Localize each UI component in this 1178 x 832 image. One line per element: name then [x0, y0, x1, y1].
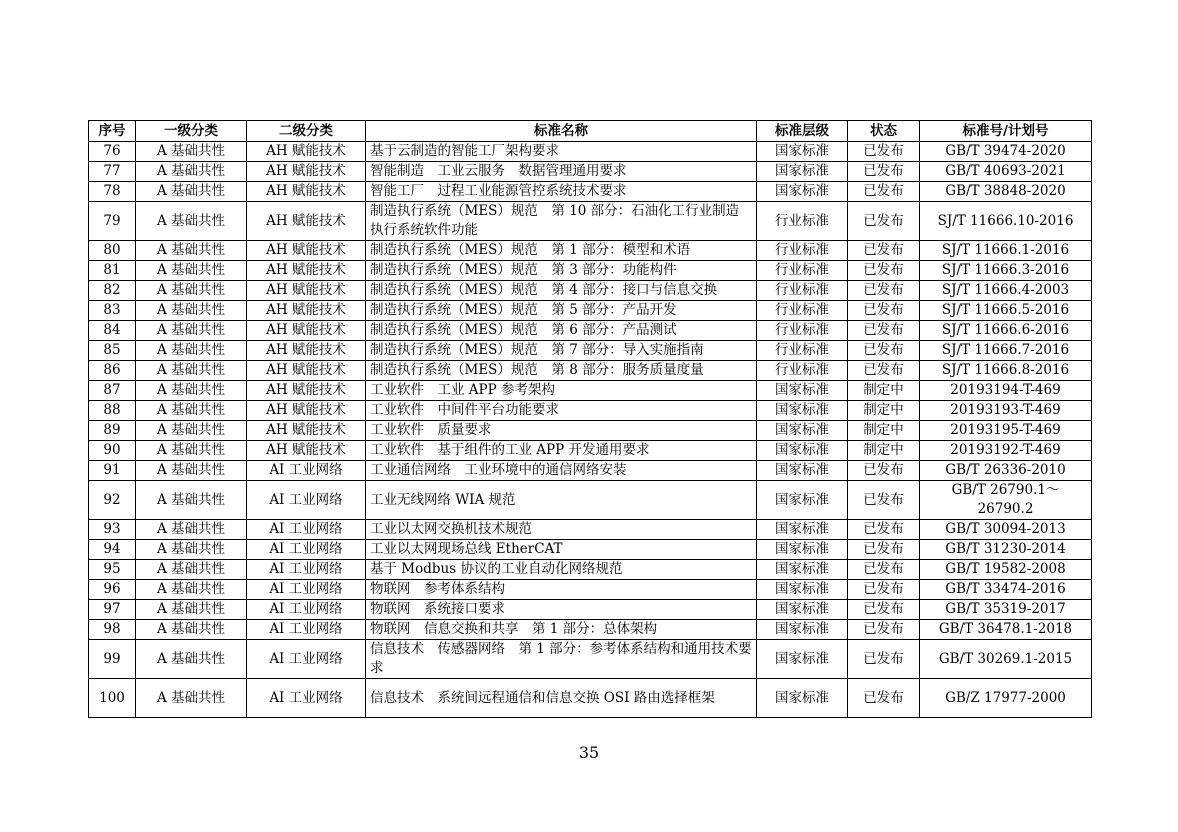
row-standard-code: GB/T 39474-2020	[920, 142, 1092, 162]
row-standard-name: 制造执行系统（MES）规范 第 7 部分：导入实施指南	[366, 341, 757, 361]
row-status: 已发布	[848, 202, 920, 241]
row-number: 83	[89, 301, 136, 321]
row-number: 98	[89, 620, 136, 640]
row-status: 已发布	[848, 620, 920, 640]
row-standard-name: 制造执行系统（MES）规范 第 1 部分：模型和术语	[366, 241, 757, 261]
table-row	[89, 281, 1092, 301]
row-status: 制定中	[848, 421, 920, 441]
row-standard-code: SJ/T 11666.7-2016	[920, 341, 1092, 361]
row-number: 81	[89, 261, 136, 281]
row-standard-name: 工业以太网交换机技术规范	[366, 520, 757, 540]
row-standard-code: GB/T 26790.1～26790.2	[920, 481, 1092, 520]
row-standard-level: 国家标准	[757, 600, 848, 620]
row-standard-name: 工业无线网络 WIA 规范	[366, 481, 757, 520]
row-number: 92	[89, 481, 136, 520]
row-standard-level: 国家标准	[757, 520, 848, 540]
row-category-2: AH 赋能技术	[247, 341, 366, 361]
table-row	[89, 202, 1092, 241]
row-standard-code: SJ/T 11666.1-2016	[920, 241, 1092, 261]
row-number: 93	[89, 520, 136, 540]
table-row	[89, 401, 1092, 421]
row-standard-level: 国家标准	[757, 620, 848, 640]
row-status: 已发布	[848, 481, 920, 520]
row-category-1: A 基础共性	[136, 202, 247, 241]
page-number: 35	[578, 743, 600, 762]
table-row	[89, 241, 1092, 261]
table-row	[89, 540, 1092, 560]
row-category-2: AH 赋能技术	[247, 421, 366, 441]
row-standard-name: 制造执行系统（MES）规范 第 10 部分：石油化工行业制造执行系统软件功能	[366, 202, 757, 241]
row-number: 94	[89, 540, 136, 560]
header-cat1: 一级分类	[136, 121, 247, 142]
row-category-2: AH 赋能技术	[247, 162, 366, 182]
row-status: 已发布	[848, 301, 920, 321]
row-status: 已发布	[848, 461, 920, 481]
row-number: 99	[89, 640, 136, 679]
row-category-1: A 基础共性	[136, 361, 247, 381]
row-standard-code: SJ/T 11666.4-2003	[920, 281, 1092, 301]
table-row	[89, 361, 1092, 381]
row-number: 88	[89, 401, 136, 421]
table-row	[89, 640, 1092, 679]
table-row	[89, 620, 1092, 640]
row-category-1: A 基础共性	[136, 580, 247, 600]
row-standard-level: 国家标准	[757, 580, 848, 600]
row-status: 已发布	[848, 600, 920, 620]
row-category-1: A 基础共性	[136, 640, 247, 679]
row-status: 已发布	[848, 321, 920, 341]
row-status: 已发布	[848, 580, 920, 600]
row-category-2: AH 赋能技术	[247, 142, 366, 162]
standards-table	[88, 120, 1092, 718]
row-category-2: AI 工业网络	[247, 520, 366, 540]
row-number: 91	[89, 461, 136, 481]
row-standard-name: 物联网 参考体系结构	[366, 580, 757, 600]
row-standard-name: 工业软件 工业 APP 参考架构	[366, 381, 757, 401]
header-cat2: 二级分类	[247, 121, 366, 142]
row-category-2: AH 赋能技术	[247, 261, 366, 281]
row-status: 已发布	[848, 520, 920, 540]
table-row	[89, 520, 1092, 540]
row-standard-code: GB/T 40693-2021	[920, 162, 1092, 182]
row-category-1: A 基础共性	[136, 679, 247, 718]
row-category-2: AH 赋能技术	[247, 381, 366, 401]
row-standard-code: SJ/T 11666.6-2016	[920, 321, 1092, 341]
table-row	[89, 162, 1092, 182]
header-level: 标准层级	[757, 121, 848, 142]
row-standard-level: 行业标准	[757, 301, 848, 321]
row-standard-code: 20193194-T-469	[920, 381, 1092, 401]
row-category-2: AH 赋能技术	[247, 401, 366, 421]
row-standard-code: GB/T 30269.1-2015	[920, 640, 1092, 679]
row-standard-level: 国家标准	[757, 441, 848, 461]
row-standard-code: SJ/T 11666.8-2016	[920, 361, 1092, 381]
row-category-1: A 基础共性	[136, 261, 247, 281]
row-status: 制定中	[848, 441, 920, 461]
row-category-2: AI 工业网络	[247, 600, 366, 620]
table-header-row	[89, 121, 1092, 142]
row-standard-name: 工业软件 中间件平台功能要求	[366, 401, 757, 421]
row-standard-code: GB/T 33474-2016	[920, 580, 1092, 600]
row-number: 89	[89, 421, 136, 441]
row-standard-code: GB/T 36478.1-2018	[920, 620, 1092, 640]
row-standard-name: 工业通信网络 工业环境中的通信网络安装	[366, 461, 757, 481]
table-row	[89, 441, 1092, 461]
table-row	[89, 321, 1092, 341]
row-standard-level: 国家标准	[757, 381, 848, 401]
row-number: 95	[89, 560, 136, 580]
table-row	[89, 381, 1092, 401]
row-standard-name: 智能工厂 过程工业能源管控系统技术要求	[366, 182, 757, 202]
row-category-2: AH 赋能技术	[247, 361, 366, 381]
row-standard-code: SJ/T 11666.10-2016	[920, 202, 1092, 241]
row-category-1: A 基础共性	[136, 241, 247, 261]
row-number: 76	[89, 142, 136, 162]
row-category-2: AH 赋能技术	[247, 202, 366, 241]
row-number: 77	[89, 162, 136, 182]
table-row	[89, 481, 1092, 520]
row-standard-code: GB/T 30094-2013	[920, 520, 1092, 540]
row-standard-name: 工业以太网现场总线 EtherCAT	[366, 540, 757, 560]
row-category-1: A 基础共性	[136, 401, 247, 421]
row-standard-level: 国家标准	[757, 540, 848, 560]
row-category-1: A 基础共性	[136, 341, 247, 361]
row-status: 已发布	[848, 182, 920, 202]
row-category-2: AI 工业网络	[247, 640, 366, 679]
row-standard-level: 国家标准	[757, 560, 848, 580]
row-number: 100	[89, 679, 136, 718]
row-status: 已发布	[848, 679, 920, 718]
row-number: 96	[89, 580, 136, 600]
row-number: 79	[89, 202, 136, 241]
row-category-1: A 基础共性	[136, 162, 247, 182]
row-standard-code: GB/T 19582-2008	[920, 560, 1092, 580]
row-status: 已发布	[848, 361, 920, 381]
row-standard-name: 物联网 信息交换和共享 第 1 部分：总体架构	[366, 620, 757, 640]
table-row	[89, 261, 1092, 281]
row-status: 已发布	[848, 540, 920, 560]
row-standard-level: 国家标准	[757, 401, 848, 421]
header-no: 序号	[89, 121, 136, 142]
row-category-1: A 基础共性	[136, 620, 247, 640]
row-standard-level: 行业标准	[757, 281, 848, 301]
row-category-2: AI 工业网络	[247, 461, 366, 481]
row-category-1: A 基础共性	[136, 421, 247, 441]
row-standard-name: 物联网 系统接口要求	[366, 600, 757, 620]
row-number: 78	[89, 182, 136, 202]
row-standard-name: 制造执行系统（MES）规范 第 3 部分：功能构件	[366, 261, 757, 281]
row-category-1: A 基础共性	[136, 540, 247, 560]
table-row	[89, 679, 1092, 718]
row-number: 90	[89, 441, 136, 461]
row-number: 82	[89, 281, 136, 301]
header-code: 标准号/计划号	[920, 121, 1092, 142]
table-row	[89, 461, 1092, 481]
row-standard-name: 智能制造 工业云服务 数据管理通用要求	[366, 162, 757, 182]
row-standard-level: 行业标准	[757, 361, 848, 381]
row-category-2: AI 工业网络	[247, 620, 366, 640]
row-status: 已发布	[848, 281, 920, 301]
row-category-1: A 基础共性	[136, 182, 247, 202]
row-category-1: A 基础共性	[136, 560, 247, 580]
row-standard-level: 国家标准	[757, 162, 848, 182]
row-standard-level: 国家标准	[757, 679, 848, 718]
table-row	[89, 560, 1092, 580]
row-standard-name: 工业软件 质量要求	[366, 421, 757, 441]
row-number: 97	[89, 600, 136, 620]
row-standard-code: GB/T 38848-2020	[920, 182, 1092, 202]
row-standard-name: 信息技术 系统间远程通信和信息交换 OSI 路由选择框架	[366, 679, 757, 718]
row-standard-level: 国家标准	[757, 142, 848, 162]
row-status: 已发布	[848, 341, 920, 361]
row-status: 已发布	[848, 560, 920, 580]
row-status: 已发布	[848, 162, 920, 182]
row-category-1: A 基础共性	[136, 461, 247, 481]
table-row	[89, 301, 1092, 321]
row-standard-name: 制造执行系统（MES）规范 第 8 部分：服务质量度量	[366, 361, 757, 381]
row-category-1: A 基础共性	[136, 281, 247, 301]
row-number: 85	[89, 341, 136, 361]
table-row	[89, 580, 1092, 600]
row-standard-level: 国家标准	[757, 481, 848, 520]
row-category-2: AI 工业网络	[247, 580, 366, 600]
row-category-2: AI 工业网络	[247, 481, 366, 520]
row-standard-code: SJ/T 11666.5-2016	[920, 301, 1092, 321]
row-category-2: AI 工业网络	[247, 540, 366, 560]
row-category-1: A 基础共性	[136, 520, 247, 540]
row-standard-code: 20193193-T-469	[920, 401, 1092, 421]
row-standard-name: 制造执行系统（MES）规范 第 4 部分：接口与信息交换	[366, 281, 757, 301]
row-category-2: AI 工业网络	[247, 560, 366, 580]
row-status: 已发布	[848, 640, 920, 679]
row-number: 86	[89, 361, 136, 381]
row-status: 已发布	[848, 241, 920, 261]
row-category-2: AH 赋能技术	[247, 182, 366, 202]
row-category-2: AH 赋能技术	[247, 281, 366, 301]
row-standard-code: SJ/T 11666.3-2016	[920, 261, 1092, 281]
row-number: 80	[89, 241, 136, 261]
row-standard-level: 行业标准	[757, 202, 848, 241]
header-name: 标准名称	[366, 121, 757, 142]
row-category-1: A 基础共性	[136, 142, 247, 162]
row-status: 已发布	[848, 261, 920, 281]
row-standard-code: 20193192-T-469	[920, 441, 1092, 461]
table-row	[89, 142, 1092, 162]
row-category-2: AH 赋能技术	[247, 441, 366, 461]
row-category-1: A 基础共性	[136, 301, 247, 321]
table-row	[89, 341, 1092, 361]
row-category-2: AH 赋能技术	[247, 321, 366, 341]
row-standard-level: 行业标准	[757, 261, 848, 281]
row-standard-code: GB/Z 17977-2000	[920, 679, 1092, 718]
row-standard-level: 行业标准	[757, 241, 848, 261]
row-standard-name: 基于云制造的智能工厂架构要求	[366, 142, 757, 162]
table-row	[89, 421, 1092, 441]
row-standard-level: 行业标准	[757, 341, 848, 361]
table-row	[89, 182, 1092, 202]
table-row	[89, 600, 1092, 620]
row-category-1: A 基础共性	[136, 381, 247, 401]
row-category-1: A 基础共性	[136, 441, 247, 461]
row-standard-code: GB/T 35319-2017	[920, 600, 1092, 620]
row-standard-code: 20193195-T-469	[920, 421, 1092, 441]
row-standard-level: 行业标准	[757, 321, 848, 341]
row-standard-level: 国家标准	[757, 182, 848, 202]
row-category-1: A 基础共性	[136, 481, 247, 520]
row-standard-name: 制造执行系统（MES）规范 第 6 部分：产品测试	[366, 321, 757, 341]
row-status: 制定中	[848, 381, 920, 401]
row-standard-level: 国家标准	[757, 421, 848, 441]
row-standard-name: 基于 Modbus 协议的工业自动化网络规范	[366, 560, 757, 580]
row-status: 制定中	[848, 401, 920, 421]
row-standard-level: 国家标准	[757, 461, 848, 481]
row-number: 87	[89, 381, 136, 401]
row-category-1: A 基础共性	[136, 321, 247, 341]
row-standard-level: 国家标准	[757, 640, 848, 679]
row-standard-name: 制造执行系统（MES）规范 第 5 部分：产品开发	[366, 301, 757, 321]
row-category-2: AI 工业网络	[247, 679, 366, 718]
row-standard-name: 工业软件 基于组件的工业 APP 开发通用要求	[366, 441, 757, 461]
row-category-1: A 基础共性	[136, 600, 247, 620]
row-status: 已发布	[848, 142, 920, 162]
row-category-2: AH 赋能技术	[247, 241, 366, 261]
row-standard-name: 信息技术 传感器网络 第 1 部分：参考体系结构和通用技术要求	[366, 640, 757, 679]
row-standard-code: GB/T 31230-2014	[920, 540, 1092, 560]
row-standard-code: GB/T 26336-2010	[920, 461, 1092, 481]
row-category-2: AH 赋能技术	[247, 301, 366, 321]
header-status: 状态	[848, 121, 920, 142]
row-number: 84	[89, 321, 136, 341]
